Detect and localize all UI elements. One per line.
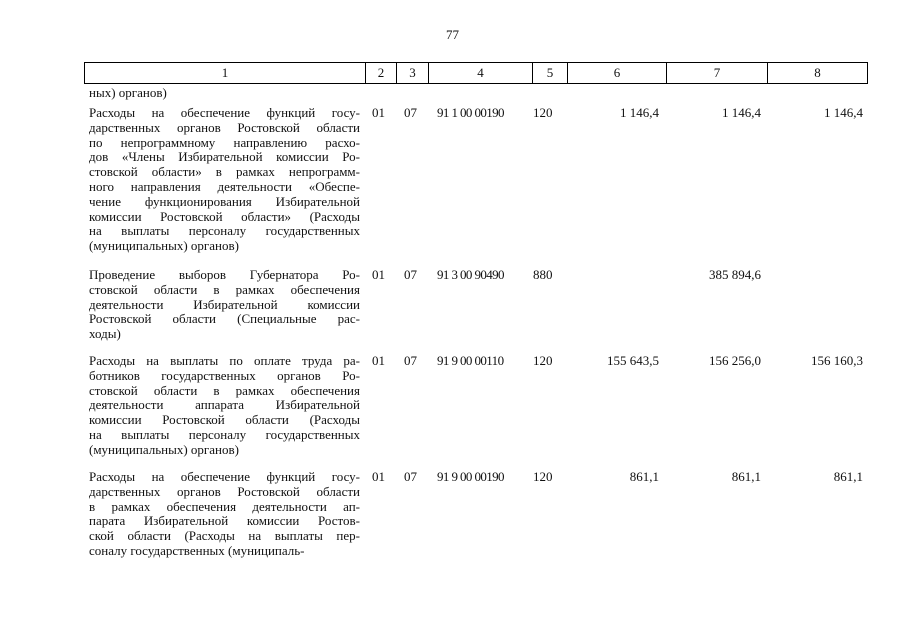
row-value-6: 155 643,5 xyxy=(607,353,659,368)
table-header xyxy=(84,62,868,84)
description-line: на выплаты персоналу государственных xyxy=(89,223,360,239)
description-line: парата Избирательной комиссии Ростов- xyxy=(89,513,360,529)
description-line: Ростовской области (Специальные рас- xyxy=(89,311,360,327)
description-line: ного направления деятельности «Обеспе- xyxy=(89,178,360,194)
row-vr: 120 xyxy=(533,353,553,368)
row-value-6: 861,1 xyxy=(629,469,659,484)
row-csr: 91 9 00 00190 xyxy=(437,469,504,484)
description-line: Расходы на обеспечение функций госу- xyxy=(89,105,360,120)
description-line: комиссии Ростовской области (Расходы xyxy=(89,412,360,428)
row-rz: 01 xyxy=(372,353,385,368)
row-value-7: 385 894,6 xyxy=(709,267,761,282)
description-line: стовской области» в рамках непрограмм- xyxy=(89,164,360,180)
row-description xyxy=(89,470,360,559)
description-line: чение функционирования Избирательной xyxy=(89,193,360,209)
header-col-4: 4 xyxy=(428,63,532,83)
row-csr: 91 1 00 00190 xyxy=(437,105,504,120)
description-line: (муниципальных) органов) xyxy=(89,441,239,457)
description-line: соналу государственных (муниципаль- xyxy=(89,542,305,558)
description-line: ходы) xyxy=(89,326,121,342)
description-line: в рамках обеспечения деятельности ап- xyxy=(89,498,360,514)
header-col-6: 6 xyxy=(567,63,666,83)
row-rz: 01 xyxy=(372,469,385,484)
description-line: по непрограммному направлению расхо- xyxy=(89,134,360,150)
header-col-3: 3 xyxy=(396,63,428,83)
row-vr: 120 xyxy=(533,105,553,120)
header-col-5: 5 xyxy=(532,63,567,83)
row-value-8: 861,1 xyxy=(833,469,863,484)
description-line: комиссии Ростовской области» (Расходы xyxy=(89,208,360,224)
row-value-7: 156 256,0 xyxy=(709,353,761,368)
row-pr: 07 xyxy=(404,353,417,368)
description-line: Расходы на выплаты по оплате труда ра- xyxy=(89,353,360,368)
description-line: дарственных органов Ростовской области xyxy=(89,119,360,135)
row-pr: 07 xyxy=(404,469,417,484)
description-line: стовской области в рамках обеспечения xyxy=(89,382,360,398)
row-value-7: 861,1 xyxy=(731,469,761,484)
row-value-7: 1 146,4 xyxy=(722,105,761,120)
header-col-8: 8 xyxy=(767,63,867,83)
description-line: на выплаты персоналу государственных xyxy=(89,426,360,442)
row-csr: 91 3 00 90490 xyxy=(437,267,504,282)
description-line: ботников государственных органов Ро- xyxy=(89,367,360,383)
description-line: деятельности аппарата Избирательной xyxy=(89,397,360,413)
row-pr: 07 xyxy=(404,267,417,282)
row-value-8: 156 160,3 xyxy=(811,353,863,368)
row-value-8: 1 146,4 xyxy=(824,105,863,120)
description-line: (муниципальных) органов) xyxy=(89,238,239,254)
row-description xyxy=(89,268,360,342)
description-line: дов «Члены Избирательной комиссии Ро- xyxy=(89,149,360,165)
description-line: Расходы на обеспечение функций госу- xyxy=(89,469,360,484)
description-line: дарственных органов Ростовской области xyxy=(89,483,360,499)
row-rz: 01 xyxy=(372,105,385,120)
header-col-7: 7 xyxy=(666,63,767,83)
row-value-6: 1 146,4 xyxy=(620,105,659,120)
row-description xyxy=(89,106,360,254)
description-line: деятельности Избирательной комиссии xyxy=(89,296,360,312)
row-description xyxy=(89,354,360,458)
page-number: 77 xyxy=(446,27,459,42)
carryover-text: ных) органов) xyxy=(89,85,167,100)
row-csr: 91 9 00 00110 xyxy=(437,353,504,368)
row-rz: 01 xyxy=(372,267,385,282)
row-vr: 120 xyxy=(533,469,553,484)
row-pr: 07 xyxy=(404,105,417,120)
header-col-1: 1 xyxy=(221,65,229,80)
row-vr: 880 xyxy=(533,267,553,282)
description-line: Проведение выборов Губернатора Ро- xyxy=(89,267,360,282)
description-line: ской области (Расходы на выплаты пер- xyxy=(89,528,360,544)
description-line: стовской области в рамках обеспечения xyxy=(89,281,360,297)
header-col-2: 2 xyxy=(365,63,396,83)
